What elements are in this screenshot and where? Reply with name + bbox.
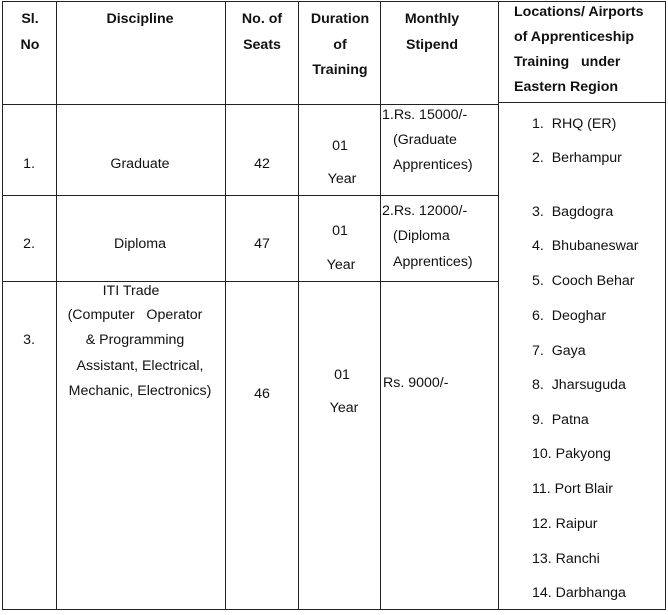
list-item: 14. Darbhanga — [532, 585, 626, 601]
col-divider-3 — [298, 1, 299, 610]
list-item: 8. Jharsuguda — [532, 377, 626, 393]
header-discipline: Discipline — [106, 11, 174, 27]
list-item: 12. Raipur — [532, 516, 598, 532]
col-divider-1 — [56, 1, 57, 610]
header-row-divider — [2, 104, 498, 105]
list-item: 6. Deoghar — [532, 308, 607, 324]
col-divider-2 — [225, 1, 226, 610]
apprenticeship-table: Sl. No Discipline No. of Seats Duration of Training Monthly Stipend Locations/ Airports of Apprenticeship Training under Eastern Region 1. Graduate 42 01 Year 1.Rs. 15000/- (Graduate Apprentices) 2. Diploma 47 01 Year 2.Rs. 12000/- (Diploma Apprentices) 3. ITI Trade (Computer Operator & Programming Assistant, Electrical, Mechanic, Electronics) 46 01 Year Rs. 9000/- 1. RHQ (ER) 2. Berhampur 3. Bagdogra 4. Bhubaneswar 5. Cooch Behar 6. Deoghar 7. Gaya 8. Jharsuguda 9. Patna 10. Pakyong 11. Port Blair 12. Raipur 13. Ranchi 14. Darbhanga — [0, 0, 668, 615]
list-item: 13. Ranchi — [532, 551, 600, 567]
row-2-divider — [2, 281, 498, 282]
table-border-top — [2, 1, 666, 2]
table-border-right — [665, 1, 666, 610]
list-item: 3. Bagdogra — [532, 204, 614, 220]
list-item: 1. RHQ (ER) — [532, 116, 617, 132]
list-item: 10. Pakyong — [532, 446, 611, 462]
list-item: 7. Gaya — [532, 343, 586, 359]
locations-header-divider — [498, 102, 666, 103]
col-divider-4 — [380, 1, 381, 610]
table-border-left — [2, 1, 3, 610]
list-item: 11. Port Blair — [532, 481, 613, 497]
list-item: 4. Bhubaneswar — [532, 238, 639, 254]
col-divider-5 — [498, 1, 499, 610]
table-border-bottom — [2, 609, 666, 610]
list-item: 5. Cooch Behar — [532, 273, 635, 289]
list-item: 2. Berhampur — [532, 150, 622, 166]
row-1-divider — [2, 195, 498, 196]
list-item: 9. Patna — [532, 412, 589, 428]
